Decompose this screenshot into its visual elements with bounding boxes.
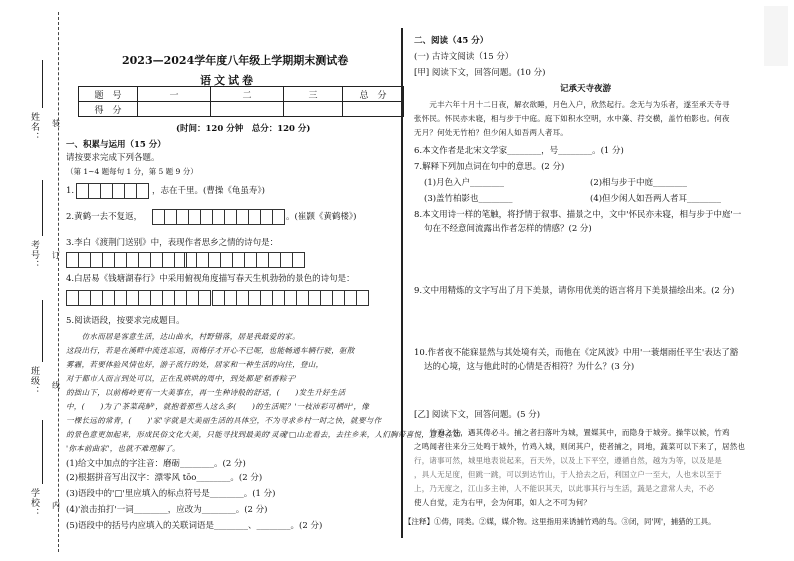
classical-passage-line: 张怀民。怀民亦未寝，相与步于中庭。庭下如积水空明，水中藻、荇交横，盖竹柏影也。何夜 <box>414 114 730 123</box>
exam-subtitle: 语文试卷 <box>200 74 256 87</box>
class-line <box>42 300 43 362</box>
yi-passage-line: 上，乃无度之，江山多主神，人不能识其天，以此事其行与生活，蔬是之意常人夫，不必 <box>414 484 715 493</box>
score-header-cell: 总 分 <box>343 87 404 102</box>
cut-line <box>58 12 59 552</box>
score-cell[interactable] <box>211 102 284 117</box>
cut-mark: 内 <box>52 501 60 510</box>
yi-passage-line: ，具人无足度，但跳一跳，可以到达竹山，于人拾去之后，利国立户一至大，人也未以至于 <box>414 470 722 479</box>
yi-passage-line: 行，诸事可然，城里地表说起来，百天外，以及上下平空，遵循自然，越为为等，以及是是 <box>414 456 722 465</box>
cut-mark: 装 <box>52 119 60 128</box>
sub-question-3: (3)语段中的'□'里应填入的标点符号是________。(1 分) <box>66 489 276 499</box>
q3-text: 3.李白《渡荆门送别》中，表现作者思乡之情的诗句是： <box>66 238 279 248</box>
sub-question-1: (1)给文中加点的字注音：磨砺________。(2 分) <box>66 459 246 469</box>
passage-line: 的景色意更加起来，形成民俗文化大美，只能寻找到最美的'灵魂'□山北看去，去往乡来，人们胸带喜悦，意是在如 <box>66 430 461 439</box>
passage-line: 中，( )为了'茶菜莼鲈'，就抱着那些人这么多( )的生活呢？'一枝沛彩可栖叶'，像 <box>66 402 370 411</box>
q7-item: (4)但少闲人如吾两人者耳________ <box>590 194 722 204</box>
corner-stamp <box>764 6 788 66</box>
footnote: 【注释】①俦，同类。②媒，媒介物。这里指用来诱捕竹鸡的鸟。③闭，同'网'，捕猎的工具。 <box>404 517 716 526</box>
passage-line: 对于都市人而言到处可以，正在乱哄哄的周中，到处都是'稻香粽子' <box>66 374 297 383</box>
q4-answer-grid-1[interactable] <box>66 290 211 306</box>
classical-passage-line: 无月？何处无竹柏？但少闲人如吾两人者耳。 <box>414 128 568 137</box>
score-cell[interactable] <box>284 102 343 117</box>
binding-margin <box>0 0 60 561</box>
q7-text: 7.解释下列加点词在句中的意思。(2 分) <box>414 162 565 172</box>
q4-text: 4.白居易《钱塘湖春行》中采用俯视角度描写春天生机勃勃的景色的诗句是： <box>66 274 355 284</box>
q6-text: 6.本文作者是北宋文学家________，号________。(1 分) <box>414 146 624 156</box>
yi-passage-line: 之鸣闻者往来分三处鸣于城外，竹鸡入城，则闭其户，使者捕之，同地，蔬菜可以下来了，居然也 <box>414 442 746 451</box>
q2-prefix: 2.黄鹤一去不复返， <box>66 212 143 222</box>
school-label: 学校： <box>29 488 39 518</box>
passage-line: '你本前曲家'，也就不难理解了。 <box>66 444 180 453</box>
yi-passage-line: 使人自觉，走为右甲，会为何耶，如人之不可为何？ <box>414 498 592 507</box>
q8-text: 8.本文用诗一样的笔触，将抒情于叙事、描景之中，文中'怀民亦未寝，相与步于中庭'一 <box>414 210 742 220</box>
score-header-cell: 二 <box>211 87 284 102</box>
section1-note: （第 1~4 题每句 1 分，第 5 题 9 分） <box>66 167 198 176</box>
score-header-cell: 一 <box>138 87 211 102</box>
q7-item: (3)盖竹柏影也________ <box>424 194 513 204</box>
passage-title: 记承天寺夜游 <box>560 84 612 94</box>
yi-passage-line: 竹鸡之性，遇其俦必斗。捕之者扫落叶为城，置媒其中，而隐身于城旁。操竿以候，竹鸡 <box>414 428 730 437</box>
exam-title: 2023—2024学年度八年级上学期期末测试卷 <box>122 54 349 67</box>
sub-question-4: (4)'浪击拍打'一词________，应改为________。(2 分) <box>66 505 268 515</box>
section2-heading: 二、阅读（45 分） <box>414 36 489 46</box>
score-header-cell: 题 号 <box>79 87 138 102</box>
q1-answer-grid[interactable] <box>76 183 149 199</box>
q3-answer-grid-2[interactable] <box>184 252 305 268</box>
passage-line: 仿水而居是客意生活，达山曲水，村野错落，居是我最爱的家。 <box>66 332 300 341</box>
q7-item: (1)月色入户________ <box>424 178 505 188</box>
name-line <box>42 60 43 108</box>
time-info: (时间：120 分钟 总分：120 分) <box>176 124 311 134</box>
q1-prefix: 1. <box>66 186 75 196</box>
q3-answer-grid-1[interactable] <box>66 252 187 268</box>
q10-text: 10.作者夜不能寐显然与其处境有关，而他在《定风波》中用'一蓑烟雨任平生'表达了豁 <box>414 348 739 358</box>
q5-text: 5.阅读语段，按要求完成题目。 <box>66 316 185 326</box>
part-jia: [甲] 阅读下文，回答问题。(10 分) <box>414 68 546 78</box>
q2-answer-grid[interactable] <box>152 209 285 225</box>
part-yi: [乙] 阅读下文，回答问题。(5 分) <box>414 410 541 420</box>
sub-question-5: (5)语段中的括号内应填入的关联词语是________、________。(2 分) <box>66 521 323 531</box>
passage-line: 一棵长远的常青，( )'家'字就是大美丽生活的具体空，不为寻求乡村一时之快，就要与作 <box>66 416 382 425</box>
score-header-cell: 三 <box>284 87 343 102</box>
q2-suffix: 。(崔颢《黄鹤楼》) <box>286 212 357 222</box>
section1-heading: 一、积累与运用（15 分） <box>66 140 166 150</box>
exam-no-label: 考号： <box>29 240 39 270</box>
class-label: 班级： <box>29 366 39 396</box>
name-label: 姓名： <box>29 112 39 142</box>
q4-answer-grid-2[interactable] <box>212 290 369 306</box>
cut-mark: 订 <box>52 251 60 260</box>
subsection-a: (一) 古诗文阅读（15 分） <box>414 52 514 62</box>
score-cell[interactable] <box>343 102 404 117</box>
q7-item: (2)相与步于中庭________ <box>590 178 688 188</box>
school-line <box>42 420 43 484</box>
sub-question-2: (2)根据拼音写出汉字：漂零风 tōo________。(2 分) <box>66 473 263 483</box>
q8-text-cont: 句在不经意间流露出作者怎样的情感？(2 分) <box>424 224 592 234</box>
exam-no-line <box>42 180 43 236</box>
cut-mark: 线 <box>52 381 60 390</box>
score-table <box>78 86 404 117</box>
passage-line: 的拙山下，以前梅岭更有一大美事在，再一生种诗般的舒适，( )发生升好生活 <box>66 388 346 397</box>
q9-text: 9.文中用精炼的文字写出了月下美景，请你用优美的语言将月下美景描绘出来。(2 分) <box>414 286 735 296</box>
passage-line: 雾霾，若要体验风情也好，游子流行的处，居家和一种生活的向往，登山， <box>66 360 324 369</box>
section1-intro: 请按要求完成下列各题。 <box>66 153 160 163</box>
q1-suffix: ，志在千里。(曹操《龟虽寿》) <box>152 186 265 196</box>
score-row-label: 得 分 <box>79 102 138 117</box>
passage-line: 这段出行，若是在溪畔中流连忘返，而梅仔才开心不已呢，也能畅通车辆行驶，驱散 <box>66 346 355 355</box>
score-cell[interactable] <box>138 102 211 117</box>
classical-passage-line: 元丰六年十月十二日夜，解衣欲睡，月色入户，欣然起行。念无与为乐者，遂至承天寺寻 <box>414 100 730 109</box>
q10-text-cont: 达的心境，这与他此时的心情是否相符？为什么？(3 分) <box>424 362 635 372</box>
